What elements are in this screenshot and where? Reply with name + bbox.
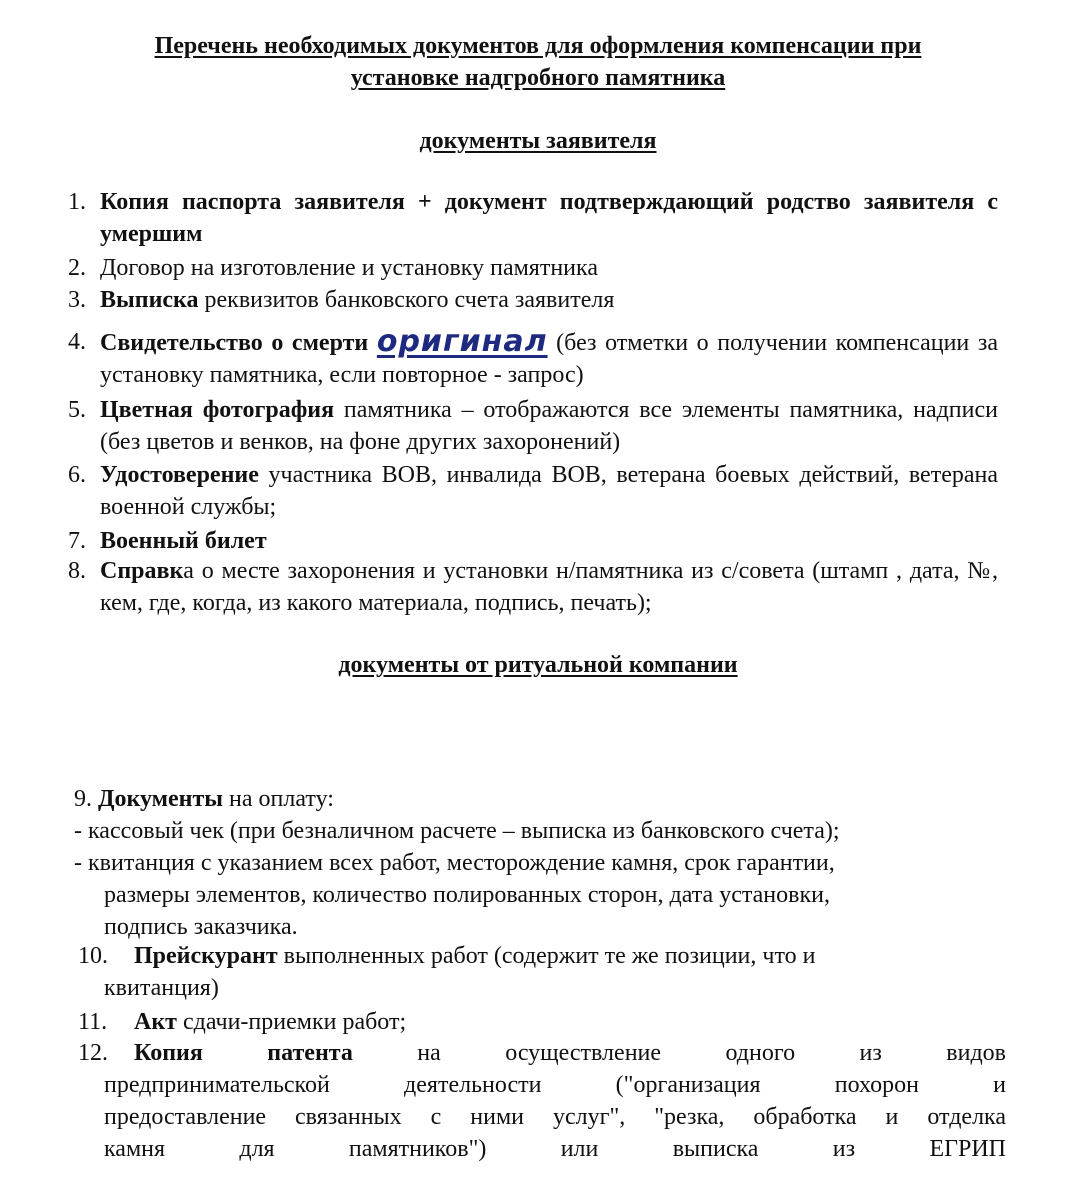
item-number: 9. (74, 786, 92, 812)
item-text: Договор на изготовление и установку памятника (100, 255, 598, 281)
item-bold-text: Справк (100, 558, 184, 584)
section-heading-company: документы от ритуальной компании (338, 652, 738, 678)
item-number: 5. (68, 397, 86, 423)
list-item-7 (68, 525, 998, 557)
item-number: 12. (78, 1040, 108, 1066)
list-item-11 (78, 1006, 1006, 1038)
item-bold-text: Акт (134, 1009, 177, 1035)
item-text: памятника – отображаются все элементы памятника, надписи (без цветов и венков, на фоне других захоронений) (100, 397, 998, 455)
item-number: 8. (68, 558, 86, 584)
list-item-3 (68, 284, 998, 316)
list-item-1 (68, 186, 998, 250)
item-number: 3. (68, 287, 86, 313)
list-item-5 (68, 394, 998, 458)
item-text-line-4: камня для памятников") или выписка из ЕГРИП (104, 1136, 1006, 1162)
item-text: реквизитов банковского счета заявителя (198, 287, 615, 313)
item-bold-text: Копия патента (134, 1040, 353, 1066)
item-text-continuation: квитанция) (104, 975, 219, 1001)
item-bold-text: Свидетельство о смерти (100, 330, 369, 356)
item-text: (без отметки о получении компенсации за установку памятника, если повторное - запрос) (100, 330, 998, 388)
item-text: участника ВОВ, инвалида ВОВ, ветерана боевых действий, ветерана военной службы; (100, 462, 998, 520)
item-text-line-3: предоставление связанных с ними услуг", "резка, обработка и отделка (104, 1104, 1006, 1130)
item-bold-text: Выписка (100, 287, 199, 313)
dash-item-invoice: - квитанция с указанием всех работ, месторождение камня, срок гарантии, размеры элементов, количество полированных сторон, дата установки, подпись заказчика. (74, 850, 835, 940)
list-item-8 (68, 555, 998, 619)
list-item-12 (78, 1037, 1006, 1165)
item-number: 7. (68, 528, 86, 554)
item-bold-text: Документы (98, 786, 224, 812)
item-number: 1. (68, 189, 86, 215)
item-number: 10. (78, 943, 108, 969)
title-line-1: Перечень необходимых документов для оформления компенсации при (154, 33, 922, 59)
list-item-9 (74, 783, 1004, 815)
item-bold-text: Удостоверение (100, 462, 259, 488)
list-item-2 (68, 252, 998, 284)
item-number: 4. (68, 329, 86, 355)
item-text: на оплату: (223, 786, 334, 812)
item-number: 6. (68, 462, 86, 488)
item-number: 11. (78, 1009, 108, 1035)
original-stamp-text: оригинал (376, 324, 548, 359)
section-heading-applicant: документы заявителя (419, 128, 657, 154)
list-item-10 (78, 940, 1006, 1004)
item-bold-text: Военный билет (100, 528, 267, 554)
list-item-4 (68, 326, 998, 391)
item-text: сдачи-приемки работ; (176, 1009, 407, 1035)
title-line-2: установке надгробного памятника (350, 65, 726, 91)
item-text: а о месте захоронения и установки н/памятника из с/совета (штамп , дата, №, кем, где, когда, из какого материала, подпись, печать); (100, 558, 998, 616)
item-text-line-2: предпринимательской деятельности ("организация похорон и (104, 1072, 1006, 1098)
item-text: выполненных работ (содержит те же позиции, что и (277, 943, 816, 969)
dash-item-receipt: - кассовый чек (при безналичном расчете – выписка из банковского счета); (74, 818, 840, 844)
item-bold-text: Цветная фотография (100, 397, 335, 423)
list-item-6 (68, 459, 998, 523)
item-bold-text: Копия паспорта заявителя + документ подтверждающий родство заявителя с умершим (100, 189, 998, 247)
item-bold-text: Прейскурант (134, 943, 278, 969)
item-number: 2. (68, 255, 86, 281)
item-text: на осуществление одного из видов (352, 1040, 1007, 1066)
document-title (40, 30, 1036, 94)
